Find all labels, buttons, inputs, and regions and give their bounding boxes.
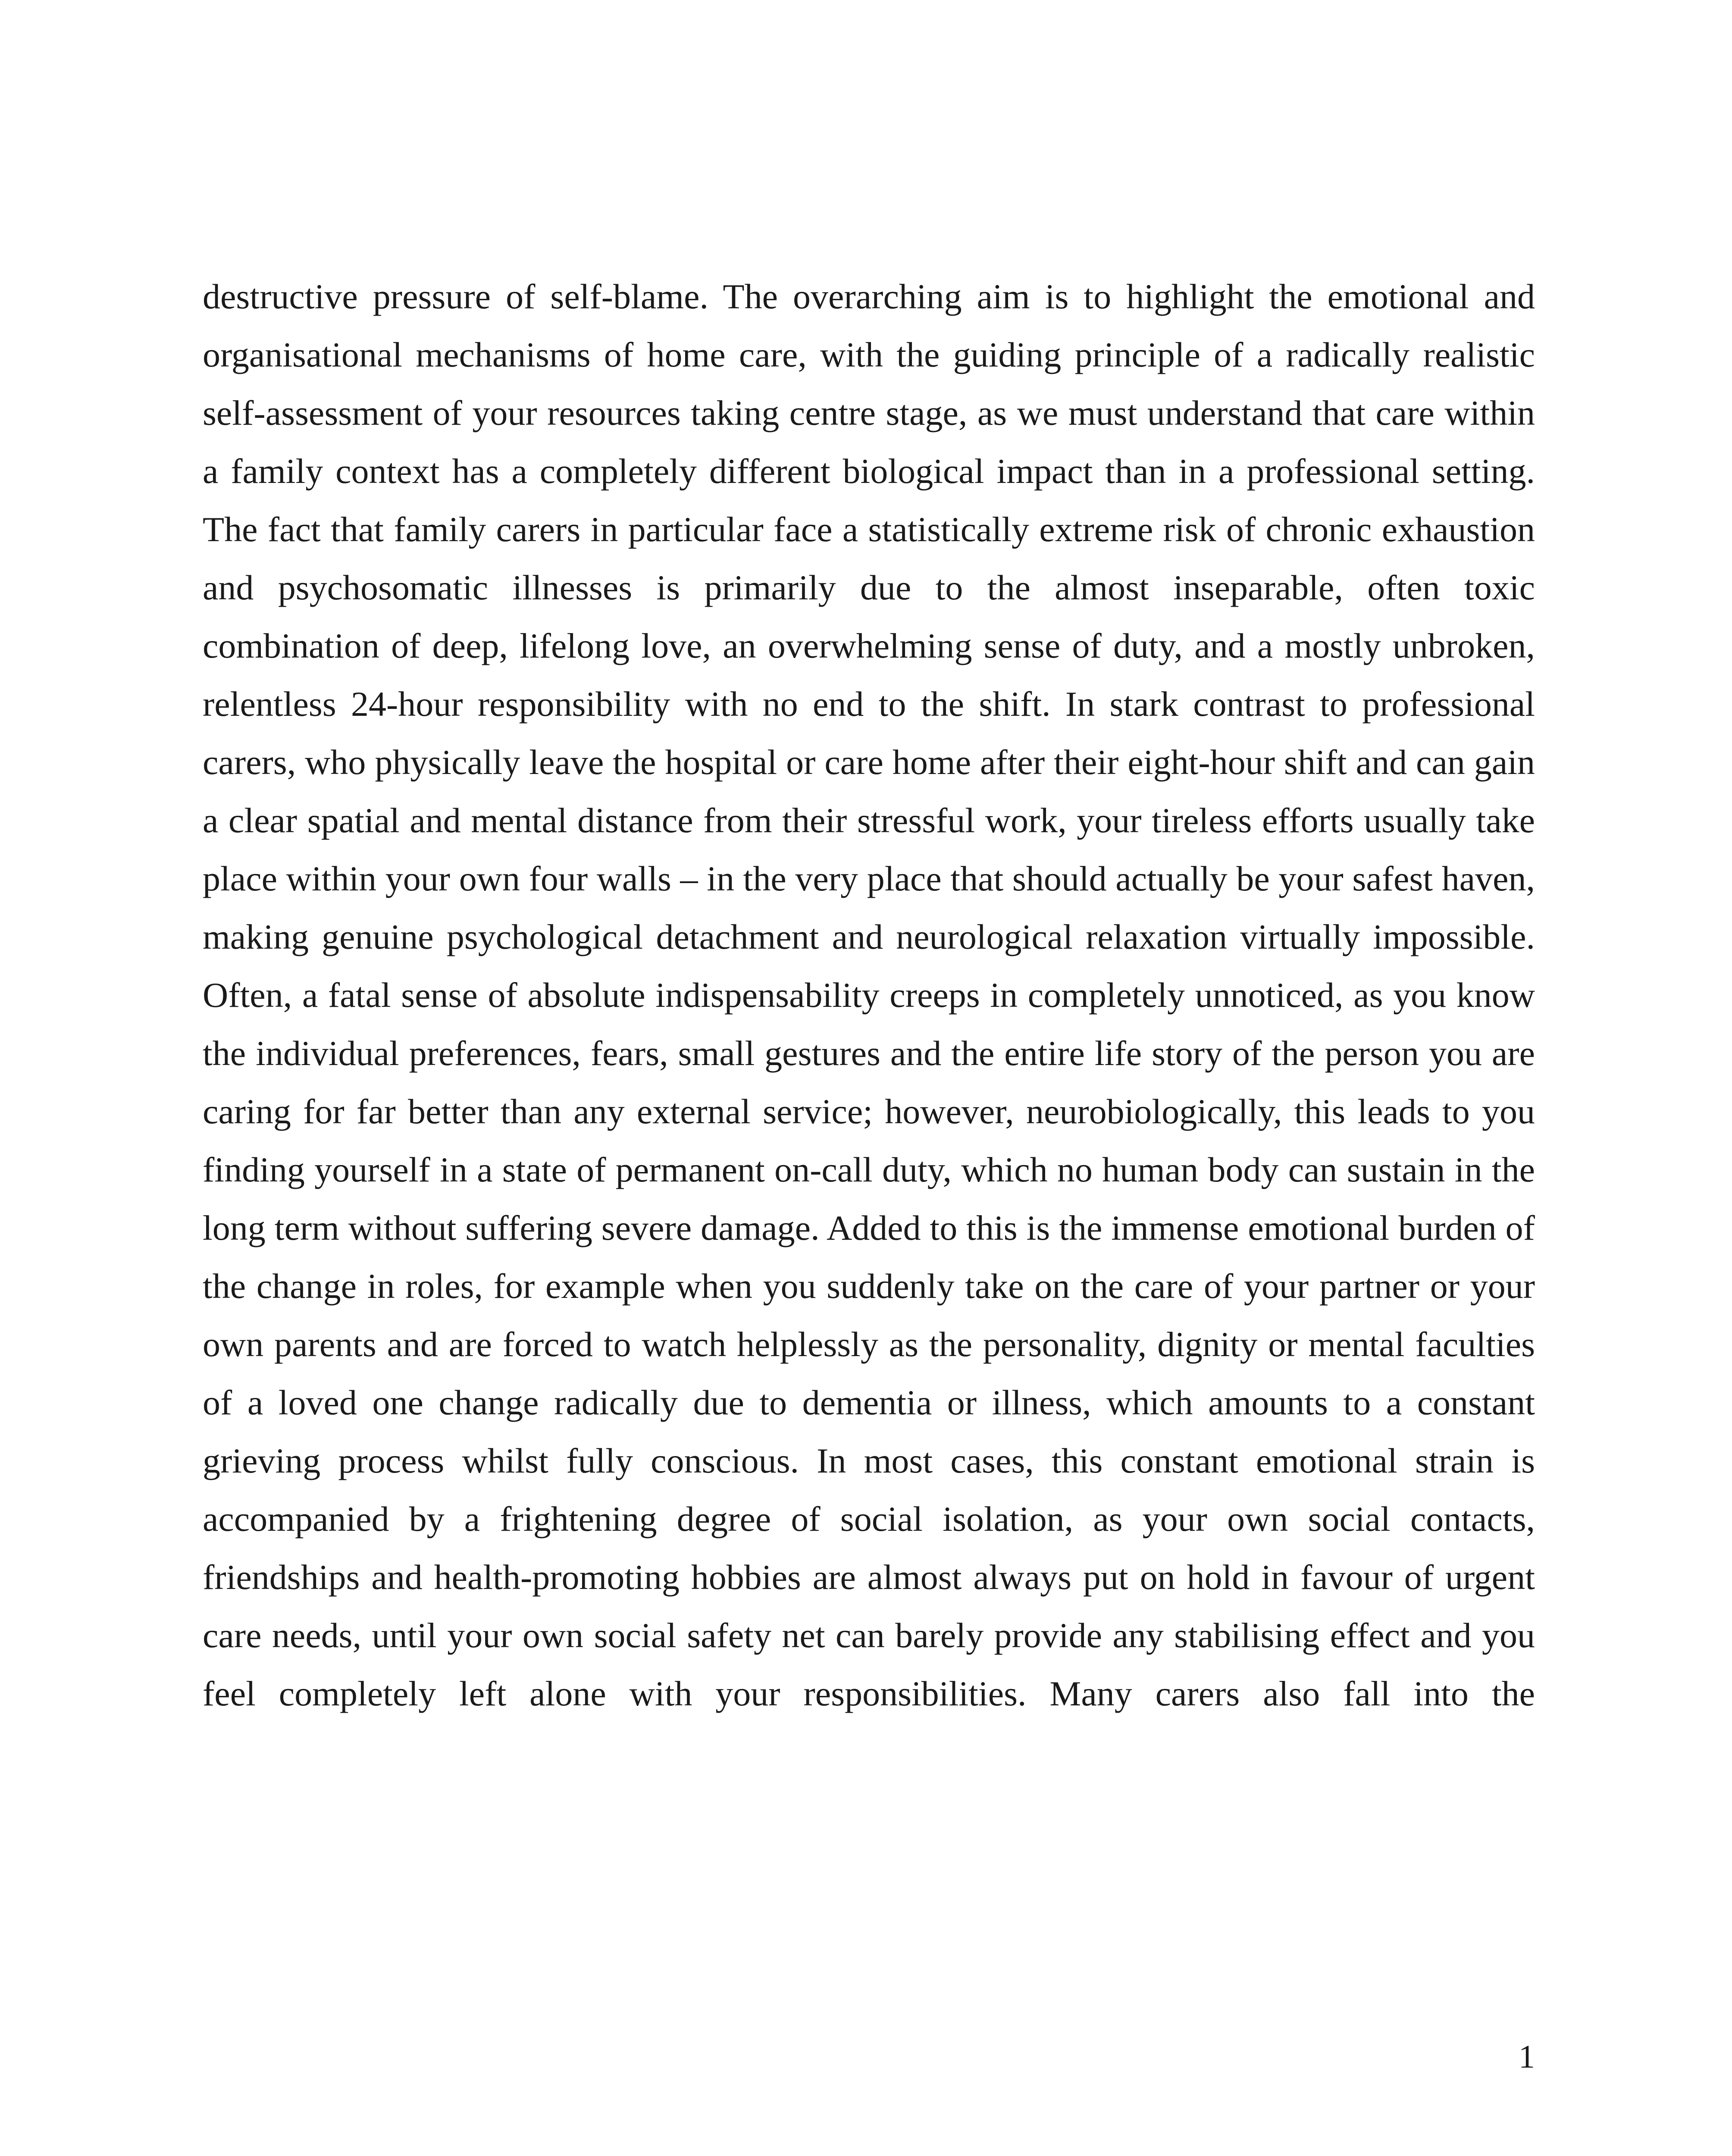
page-number: 1 (1519, 2039, 1535, 2075)
body-paragraph: destructive pressure of self-blame. The overarching aim is to highlight the emotional and organisational mechanisms of home care, with the guiding principle of a radically realistic self-assessment of your resources taking centre stage, as we must understand that care within a family context has a completely different biological impact than in a professional setting. The fact that family carers in particular face a statistically extreme risk of chronic exhaustion and psychosomatic illnesses is primarily due to the almost inseparable, often toxic combination of deep, lifelong love, an overwhelming sense of duty, and a mostly unbroken, relentless 24-hour responsibility with no end to the shift. In stark contrast to professional carers, who physically leave the hospital or care home after their eight-hour shift and can gain a clear spatial and mental distance from their stressful work, your tireless efforts usually take place within your own four walls – in the very place that should actually be your safest haven, making genuine psychological detachment and neurological relaxation virtually impossible. Often, a fatal sense of absolute indispensability creeps in completely unnoticed, as you know the individual preferences, fears, small gestures and the entire life story of the person you are caring for far better than any external service; however, neurobiologically, this leads to you finding yourself in a state of permanent on-call duty, which no human body can sustain in the long term without suffering severe damage. Added to this is the immense emotional burden of the change in roles, for example when you suddenly take on the care of your partner or your own parents and are forced to watch helplessly as the personality, dignity or mental faculties of a loved one change radically due to dementia or illness, which amounts to a constant grieving process whilst fully conscious. In most cases, this constant emotional strain is accompanied by a frightening degree of social isolation, as your own social contacts, friendships and health-promoting hobbies are almost always put on hold in favour of urgent care needs, until your own social safety net can barely provide any stabilising effect and you feel completely left alone with your responsibilities. Many carers also fall into the (203, 277, 1535, 1713)
